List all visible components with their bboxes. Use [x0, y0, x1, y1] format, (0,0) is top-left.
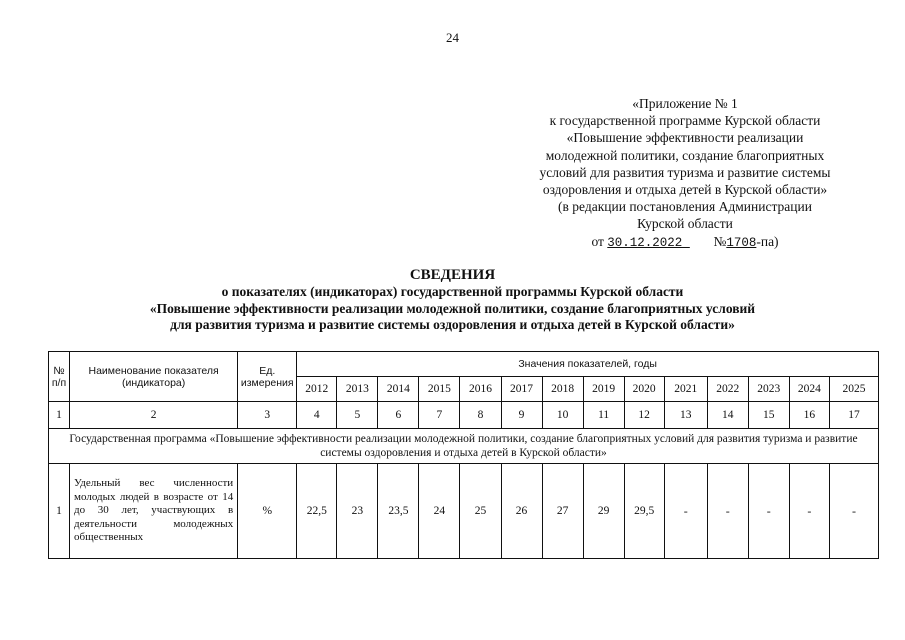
indicator-value: - [707, 464, 748, 559]
header-num: № п/п [49, 352, 70, 402]
indicator-value: - [664, 464, 707, 559]
appendix-line: оздоровления и отдыха детей в Курской области» [542, 182, 828, 198]
year-header: 2013 [337, 377, 378, 402]
indicator-name: Удельный вес численности молодых людей в возрасте от 14 до 30 лет, участвующих в деятельности молодежных общественных [70, 464, 238, 559]
indicator-value: 27 [542, 464, 583, 559]
document-heading [0, 266, 905, 334]
column-number: 13 [664, 402, 707, 429]
indicator-value: - [829, 464, 878, 559]
row-num: 1 [49, 464, 70, 559]
column-number: 15 [748, 402, 789, 429]
appendix-block [505, 95, 865, 252]
appendix-line: «Повышение эффективности реализации [566, 130, 804, 146]
table-header-row [49, 352, 879, 377]
column-number-row [49, 402, 879, 429]
column-number: 7 [419, 402, 460, 429]
column-number: 4 [297, 402, 337, 429]
column-number: 9 [501, 402, 542, 429]
header-unit: Ед. измерения [238, 352, 297, 402]
indicator-value: 26 [501, 464, 542, 559]
indicator-value: - [789, 464, 829, 559]
year-header: 2025 [829, 377, 878, 402]
column-number: 2 [70, 402, 238, 429]
column-number: 3 [238, 402, 297, 429]
column-number: 10 [542, 402, 583, 429]
column-number: 12 [624, 402, 664, 429]
heading-title: СВЕДЕНИЯ [409, 267, 496, 283]
indicator-value: 29 [583, 464, 624, 559]
appendix-title: «Приложение № 1 [632, 96, 738, 111]
appendix-date-line [505, 233, 865, 252]
year-header: 2016 [460, 377, 501, 402]
header-values-group: Значения показателей, годы [297, 352, 879, 377]
column-number: 6 [378, 402, 419, 429]
indicator-value: 29,5 [624, 464, 664, 559]
program-row [49, 429, 879, 464]
year-header: 2014 [378, 377, 419, 402]
heading-line: «Повышение эффективности реализации молодежной политики, создание благоприятных условий [149, 300, 756, 316]
column-number: 16 [789, 402, 829, 429]
date-prefix: от [591, 233, 608, 249]
heading-line: для развития туризма и развитие системы оздоровления и отдыха детей в Курской области» [170, 317, 735, 332]
year-header: 2021 [664, 377, 707, 402]
number-prefix: № [713, 233, 727, 249]
header-name: Наименование показателя (индикатора) [70, 352, 238, 402]
indicators-table [48, 351, 879, 559]
indicator-value: 22,5 [297, 464, 337, 559]
indicator-value: 23 [337, 464, 378, 559]
decree-number: 1708 [726, 235, 757, 250]
column-number: 1 [49, 402, 70, 429]
decree-suffix: -па) [756, 233, 779, 249]
column-number: 17 [829, 402, 878, 429]
indicator-value: 24 [419, 464, 460, 559]
column-number: 14 [707, 402, 748, 429]
year-header: 2017 [501, 377, 542, 402]
decree-date: 30.12.2022 [607, 235, 690, 250]
heading-line: о показателях (индикаторах) государственной программы Курской области [221, 284, 684, 299]
year-header: 2020 [624, 377, 664, 402]
year-header: 2023 [748, 377, 789, 402]
appendix-line: к государственной программе Курской области [549, 113, 821, 129]
column-number: 11 [583, 402, 624, 429]
appendix-line: условий для развития туризма и развитие системы [539, 164, 831, 180]
year-header: 2012 [297, 377, 337, 402]
indicator-value: - [748, 464, 789, 559]
year-header: 2022 [707, 377, 748, 402]
program-title: Государственная программа «Повышение эффективности реализации молодежной политики, создание благоприятных условий для развития туризма и развитие системы оздоровления и отдыха детей в Курской области» [49, 429, 879, 464]
year-header: 2018 [542, 377, 583, 402]
indicator-value: 25 [460, 464, 501, 559]
column-number: 5 [337, 402, 378, 429]
appendix-line: молодежной политики, создание благоприятных [545, 147, 825, 163]
column-number: 8 [460, 402, 501, 429]
indicator-value: 23,5 [378, 464, 419, 559]
appendix-line: (в редакции постановления Администрации [558, 199, 812, 215]
appendix-line: Курской области [637, 216, 733, 232]
year-header: 2019 [583, 377, 624, 402]
page-number: 24 [446, 30, 459, 45]
table-row [49, 464, 879, 559]
year-header: 2015 [419, 377, 460, 402]
year-header: 2024 [789, 377, 829, 402]
indicator-unit: % [238, 464, 297, 559]
